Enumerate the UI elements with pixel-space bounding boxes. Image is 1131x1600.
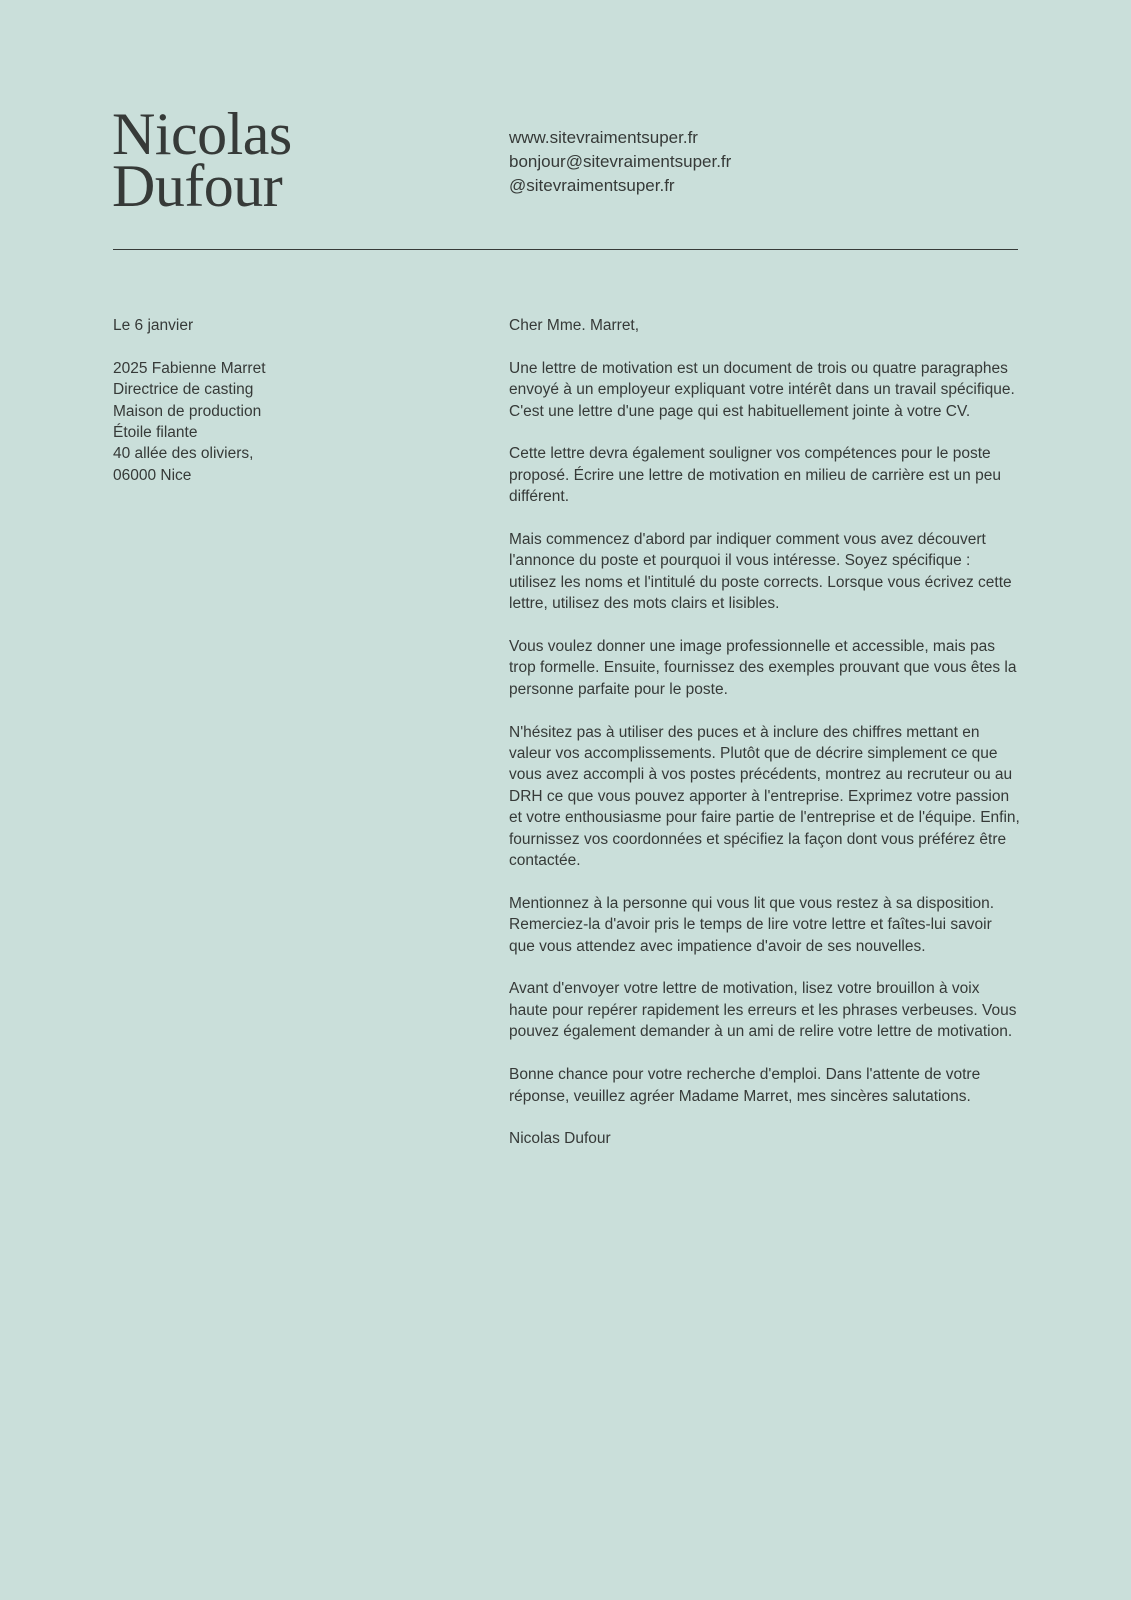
header-divider [113,249,1018,250]
letter-body [509,315,1021,1171]
address-line: Étoile filante [113,424,198,442]
letter-paragraph: Cette lettre devra également souligner vos compétences pour le poste proposé. Écrire une lettre de motivation en milieu de carrière est un peu différent. [509,445,1001,506]
contact-email: bonjour@sitevraimentsuper.fr [509,152,732,171]
letter-paragraph: Mais commencez d'abord par indiquer comment vous avez découvert l'annonce du poste et pourquoi il vous intéresse. Soyez spécifique : utilisez les noms et l'intitulé du poste corrects. Lorsque vous écrivez cette lettre, utilisez des mots clairs et lisibles. [509,531,1012,613]
contact-website: www.sitevraimentsuper.fr [509,128,698,147]
recipient-column [113,315,453,486]
letter-paragraph: Avant d'envoyer votre lettre de motivation, lisez votre brouillon à voix haute pour repérer rapidement les erreurs et les phrases verbeuses. Vous pouvez également demander à un ami de relire votre lettre de motivation. [509,980,1017,1041]
letter-paragraph: Une lettre de motivation est un document de trois ou quatre paragraphes envoyé à un employeur expliquant votre intérêt dans un travail spécifique. C'est une lettre d'une page qui est habituellement jointe à votre CV. [509,359,1015,420]
address-line: 2025 Fabienne Marret [113,359,266,377]
letter-paragraph: Vous voulez donner une image professionnelle et accessible, mais pas trop formelle. Ensuite, fournissez des exemples prouvant que vous êtes la personne parfaite pour le poste. [509,638,1017,698]
sender-last-name: Dufour [112,153,283,219]
letter-paragraph: Bonne chance pour votre recherche d'emploi. Dans l'attente de votre réponse, veuillez agréer Madame Marret, mes sincères salutations. [509,1066,981,1105]
address-line: Directrice de casting [113,381,254,399]
letter-date: Le 6 janvier [113,317,194,334]
recipient-address [113,358,453,486]
contact-handle: @sitevraimentsuper.fr [509,176,675,195]
letter-paragraph: Mentionnez à la personne qui vous lit que vous restez à sa disposition. Remerciez-la d'avoir pris le temps de lire votre lettre et faîtes-lui savoir que vous attendez avec impatience d'avoir de ses nouvelles. [509,894,995,955]
letter-greeting: Cher Mme. Marret, [509,317,640,334]
address-line: Maison de production [113,402,262,420]
contact-block [509,126,731,198]
address-line: 06000 Nice [113,466,192,484]
sender-first-name: Nicolas [112,101,292,167]
address-line: 40 allée des oliviers, [113,445,254,463]
letter-paragraph: N'hésitez pas à utiliser des puces et à inclure des chiffres mettant en valeur vos accomplissements. Plutôt que de décrire simplement ce que vous avez accompli à vos postes précédents, montrez au recruteur ou au DRH ce que vous pouvez apporter à l'entreprise. Exprimez votre passion et votre enthousiasme pour faire partie de l'entreprise et de l'équipe. Enfin, fournissez vos coordonnées et spécifiez la façon dont vous préférez être contactée. [509,723,1020,870]
letter-signature: Nicolas Dufour [509,1130,611,1148]
sender-name [112,101,292,219]
